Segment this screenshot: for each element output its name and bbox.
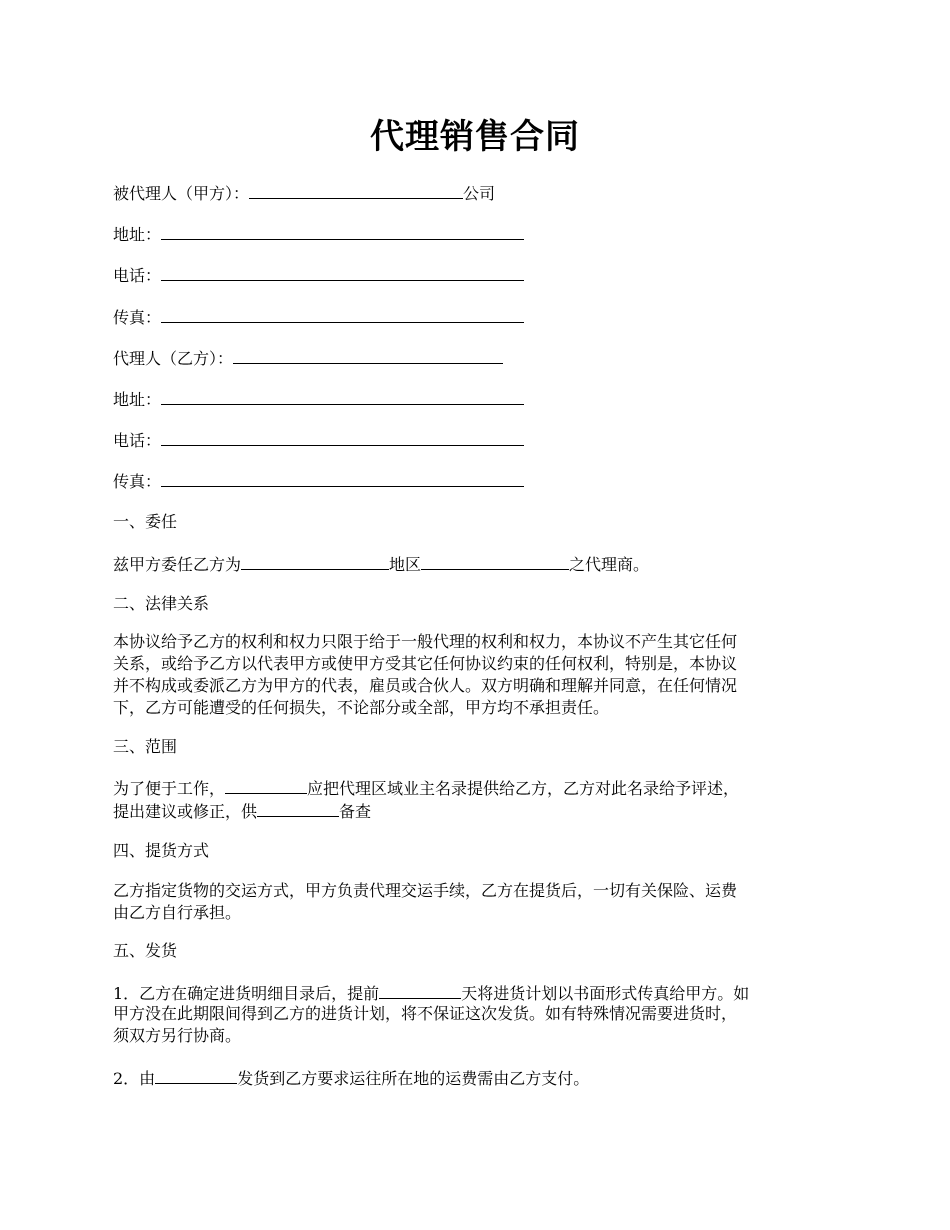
- section-3-blank-1[interactable]: [225, 776, 307, 794]
- party-b-line: [113, 346, 503, 370]
- party-b-phone-line: [113, 428, 524, 452]
- section-2-row: 并不构成或委派乙方为甲方的代表，雇员或合伙人。双方明确和理解并同意，在任何情况: [113, 676, 738, 695]
- party-a-address-blank[interactable]: [161, 222, 524, 240]
- party-b-fax-blank[interactable]: [161, 469, 524, 487]
- section-5-heading: 五、发货: [113, 941, 178, 960]
- party-b-address-line: [113, 387, 524, 411]
- section-4-paragraph: [113, 880, 839, 924]
- party-a-phone-line: [113, 263, 524, 287]
- party-a-suffix: 公司: [463, 184, 496, 203]
- party-a-address-line: [113, 222, 524, 246]
- party-b-label: 代理人（乙方）：: [113, 349, 234, 368]
- section-5-item-1-paragraph: [113, 1003, 839, 1047]
- party-a-name-blank[interactable]: [249, 181, 463, 199]
- section-3-row-2: [113, 799, 371, 823]
- party-b-phone-blank[interactable]: [161, 428, 524, 446]
- section-5-item-1-text-b: 天将进货计划以书面形式传真给甲方。如: [461, 984, 750, 1003]
- section-1-text-a: 兹甲方委任乙方为: [113, 555, 242, 574]
- section-4-row: 乙方指定货物的交运方式，甲方负责代理交运手续，乙方在提货后，一切有关保险、运费: [113, 881, 738, 900]
- section-2-row: 下，乙方可能遭受的任何损失，不论部分或全部，甲方均不承担责任。: [113, 698, 610, 717]
- section-5-item-1-row: 须双方另行协商。: [113, 1026, 242, 1045]
- party-b-name-blank[interactable]: [233, 346, 503, 364]
- section-3-row-1: [113, 776, 739, 800]
- party-b-address-blank[interactable]: [161, 387, 524, 405]
- section-1-text-c: 之代理商。: [569, 555, 650, 574]
- section-5-item-1-blank[interactable]: [379, 981, 461, 999]
- section-2-row: 本协议给予乙方的权利和权力只限于给于一般代理的权利和权力，本协议不产生其它任何: [113, 632, 738, 651]
- section-5-item-2-text-a: 2．由: [113, 1069, 156, 1088]
- section-4-heading: 四、提货方式: [113, 841, 210, 860]
- party-a-phone-label: 电话：: [113, 266, 162, 285]
- section-5-item-1-text-a: 1．乙方在确定进货明细目录后，提前: [113, 984, 380, 1003]
- section-5-item-2-blank[interactable]: [155, 1066, 237, 1084]
- section-4-row: 由乙方自行承担。: [113, 903, 242, 922]
- section-3-text-c: 提出建议或修正，供: [113, 802, 258, 821]
- party-a-label: 被代理人（甲方）：: [113, 184, 250, 203]
- party-a-fax-label: 传真：: [113, 308, 162, 327]
- section-1-text-b: 地区: [389, 555, 422, 574]
- party-b-address-label: 地址：: [113, 390, 162, 409]
- document-title: 代理销售合同: [370, 117, 580, 157]
- section-2-row: 关系，或给予乙方以代表甲方或使甲方受其它任何协议约束的任何权利，特别是，本协议: [113, 654, 738, 673]
- section-3-text-b: 应把代理区域业主名录提供给乙方，乙方对此名录给予评述，: [307, 779, 740, 798]
- section-5-item-2: [113, 1066, 589, 1090]
- party-b-fax-line: [113, 469, 524, 493]
- party-a-line: [113, 181, 495, 205]
- party-b-phone-label: 电话：: [113, 431, 162, 450]
- section-5-item-2-text-b: 发货到乙方要求运往所在地的运费需由乙方支付。: [237, 1069, 590, 1088]
- section-3-text-a: 为了便于工作，: [113, 779, 226, 798]
- party-a-fax-line: [113, 305, 524, 329]
- section-5-item-1-row-1: [113, 981, 749, 1005]
- section-1-blank-2[interactable]: [421, 552, 569, 570]
- section-3-heading: 三、范围: [113, 737, 178, 756]
- party-b-fax-label: 传真：: [113, 472, 162, 491]
- party-a-fax-blank[interactable]: [161, 305, 524, 323]
- section-1-heading: 一、委任: [113, 512, 178, 531]
- section-1-body: [113, 552, 649, 576]
- section-2-paragraph: [113, 631, 839, 719]
- section-3-text-d: 备查: [339, 802, 372, 821]
- party-a-phone-blank[interactable]: [161, 263, 524, 281]
- section-3-blank-2[interactable]: [257, 799, 339, 817]
- section-5-item-1-row: 甲方没在此期限间得到乙方的进货计划，将不保证这次发货。如有特殊情况需要进货时，: [113, 1004, 738, 1023]
- section-1-blank-1[interactable]: [241, 552, 389, 570]
- party-a-address-label: 地址：: [113, 225, 162, 244]
- section-2-heading: 二、法律关系: [113, 594, 210, 613]
